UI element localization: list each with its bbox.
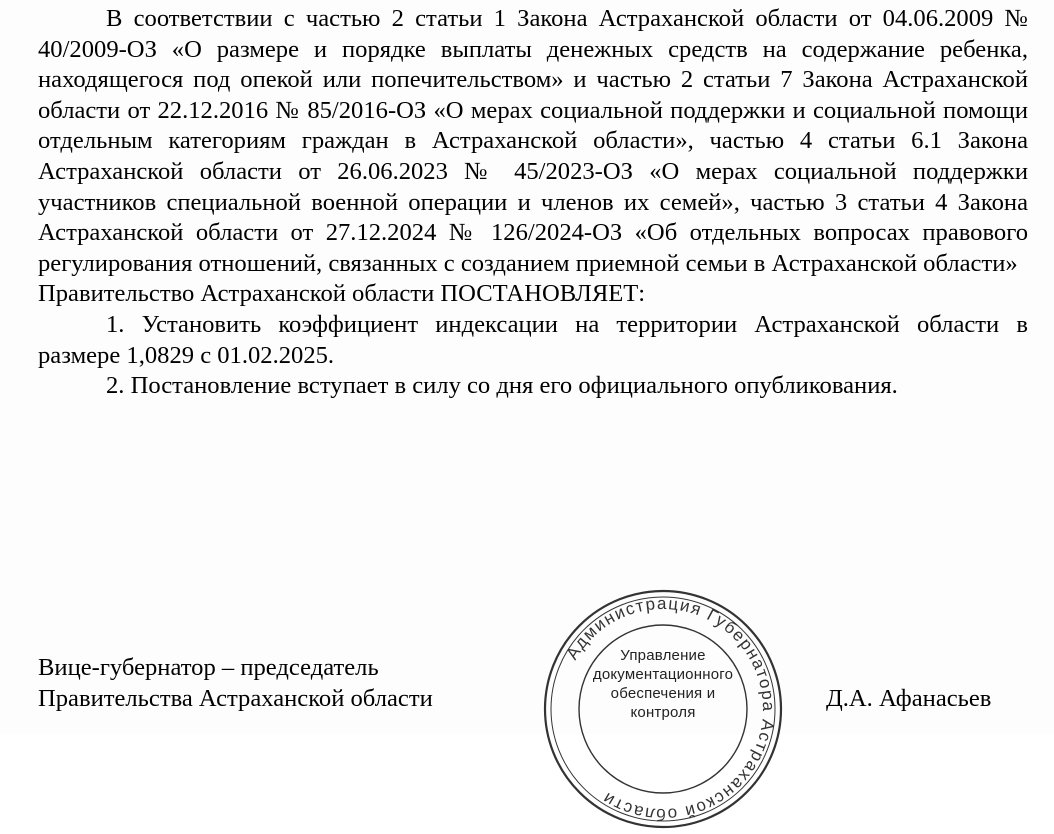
- signatory-title-line-2: Правительства Астраханской области: [38, 685, 433, 712]
- item-1-paragraph: 1. Установить коэффициент индексации на территории Астраханской области в размере 1,0829 с 01.02.2025.: [38, 310, 1028, 369]
- signatory-name: Д.А. Афанасьев: [826, 685, 992, 712]
- stamp-ring-text: Администрация Губернатора Астраханской области: [562, 593, 779, 825]
- signatory-title: [38, 652, 518, 714]
- official-stamp: [538, 584, 788, 834]
- preamble-paragraph: В соответствии с частью 2 статьи 1 Закона Астраханской области от 04.06.2009 № 40/2009-ОЗ «О размере и порядке выплаты денежных средств на содержание ребенка, находящегося под опекой или попечительством» и частью 2 статьи 7 Закона Астраханской области от 22.12.2016 № 85/2016-ОЗ «О мерах социальной поддержки и социальной помощи отдельным категориям граждан в Астраханской области», частью 4 статьи 6.1 Закона Астраханской области от 26.06.2023 № 45/2023-ОЗ «О мерах социальной поддержки участников специальной военной операции и членов их семей», частью 3 статьи 4 Закона Астраханской области от 27.12.2024 № 126/2024-ОЗ «Об отдельных вопросах правового регулирования отношений, связанных с созданием приемной семьи в Астраханской области»: [38, 5, 1028, 277]
- item-2-paragraph: 2. Постановление вступает в силу со дня его официального опубликования.: [106, 372, 898, 400]
- signatory-title-line-1: Вице-губернатор – председатель: [38, 654, 379, 681]
- resolution-paragraph: Правительство Астраханской области ПОСТАНОВЛЯЕТ:: [38, 280, 646, 308]
- document-body: [38, 4, 1028, 402]
- stamp-center-text: Управление документационного обеспечения и контроля: [592, 647, 734, 721]
